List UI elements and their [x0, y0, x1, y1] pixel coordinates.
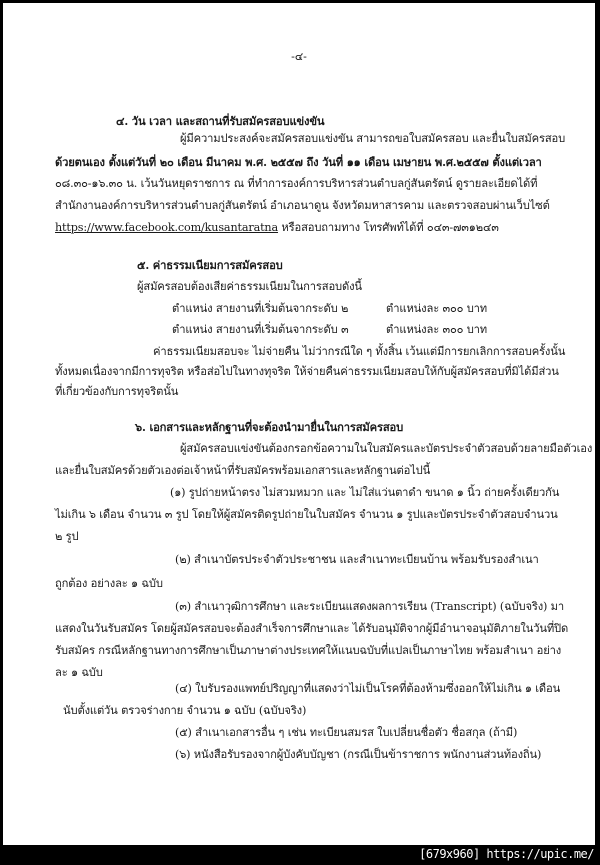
fee-row-1-amount: ตำแหน่งละ ๓๐๐ บาท — [386, 302, 488, 315]
section-5-intro: ผู้สมัครสอบต้องเสียค่าธรรมเนียมในการสอบดังนี้ — [137, 280, 362, 293]
doc-item-3-line-2: แสดงในวันรับสมัคร โดยผู้สมัครสอบจะต้องสำเร็จการศึกษาและ ได้รับอนุมัติจากผู้มีอำนาจอนุมัติภายในวันที่ปิด — [55, 622, 569, 635]
section-4-line-5 — [55, 221, 499, 235]
section-4-line-1: ผู้มีความประสงค์จะสมัครสอบแข่งขัน สามารถขอใบสมัครสอบ และยื่นใบสมัครสอบ — [180, 132, 566, 145]
doc-item-2-line-2: ถูกต้อง อย่างละ ๑ ฉบับ — [55, 577, 163, 590]
page-number: -๔- — [291, 50, 307, 63]
section-4-line-2: ด้วยตนเอง ตั้งแต่วันที่ ๒๐ เดือน มีนาคม พ.ศ. ๒๕๕๗ ถึง วันที่ ๑๑ เดือน เมษายน พ.ศ.๒๕๕๗ ตั้งแต่เวลา — [55, 155, 542, 169]
facebook-link[interactable]: https://www.facebook.com/kusantaratna — [55, 221, 279, 234]
section-6-intro-1: ผู้สมัครสอบแข่งขันต้องกรอกข้อความในใบสมัครและบัตรประจำตัวสอบด้วยลายมือตัวเอง — [180, 442, 593, 455]
section-6-intro-2: และยื่นใบสมัครด้วยตัวเองต่อเจ้าหน้าที่รับสมัครพร้อมเอกสารและหลักฐานต่อไปนี้ — [55, 464, 431, 477]
doc-item-3-line-3: รับสมัคร กรณีหลักฐานทางการศึกษาเป็นภาษาต่างประเทศให้แนบฉบับที่แปลเป็นภาษาไทย พร้อมสำเนา อย่าง — [55, 644, 562, 657]
document-page — [3, 3, 595, 845]
doc-item-4-line-2: นับตั้งแต่วัน ตรวจร่างกาย จำนวน ๑ ฉบับ (ฉบับจริง) — [63, 704, 307, 717]
section-4-line-3: ๐๘.๓๐-๑๖.๓๐ น. เว้นวันหยุดราชการ ณ ที่ทำการองค์การบริหารส่วนตำบลกู่สันตรัตน์ ดูรายละเอียดได้ที่ — [55, 177, 538, 190]
doc-item-1-line-1: (๑) รูปถ่ายหน้าตรง ไม่สวมหมวก และ ไม่ใส่แว่นตาดำ ขนาด ๑ นิ้ว ถ่ายครั้งเดียวกัน — [170, 486, 560, 499]
section-5-note-1: ค่าธรรมเนียมสอบจะ ไม่จ่ายคืน ไม่ว่ากรณีใด ๆ ทั้งสิ้น เว้นแต่มีการยกเลิกการสอบครั้งนั้น — [153, 345, 566, 358]
doc-item-4-line-1: (๔) ใบรับรองแพทย์ปริญญาที่แสดงว่าไม่เป็นโรคที่ต้องห้ามซึ่งออกให้ไม่เกิน ๑ เดือน — [175, 682, 561, 695]
fee-row-2-amount: ตำแหน่งละ ๓๐๐ บาท — [386, 323, 488, 336]
section-4-heading: ๔. วัน เวลา และสถานที่รับสมัครสอบแข่งขัน — [116, 114, 325, 128]
doc-item-5-line-1: (๕) สำเนาเอกสารอื่น ๆ เช่น ทะเบียนสมรส ใบเปลี่ยนชื่อตัว ชื่อสกุล (ถ้ามี) — [175, 726, 518, 739]
section-5-heading: ๕. ค่าธรรมเนียมการสมัครสอบ — [137, 258, 283, 272]
doc-item-3-line-1: (๓) สำเนาวุฒิการศึกษา และระเบียนแสดงผลการเรียน (Transcript) (ฉบับจริง) มา — [175, 600, 564, 613]
fee-row-1-position: ตำแหน่ง สายงานที่เริ่มต้นจากระดับ ๒ — [172, 302, 349, 315]
doc-item-6-line-1: (๖) หนังสือรับรองจากผู้บังคับบัญชา (กรณีเป็นข้าราชการ พนักงานส่วนท้องถิ่น) — [175, 748, 542, 761]
doc-item-1-line-2: ไม่เกิน ๖ เดือน จำนวน ๓ รูป โดยให้ผู้สมัครติดรูปถ่ายในใบสมัคร จำนวน ๑ รูปและบัตรประจำตัวสอบจำนวน — [55, 508, 558, 521]
section-6-heading: ๖. เอกสารและหลักฐานที่จะต้องนำมายื่นในการสมัครสอบ — [135, 420, 404, 434]
doc-item-1-line-3: ๒ รูป — [55, 530, 79, 543]
doc-item-3-line-4: ละ ๑ ฉบับ — [55, 666, 103, 679]
section-4-line-4: สำนักงานองค์การบริหารส่วนตำบลกู่สันตรัตน์ อำเภอนาดูน จังหวัดมหาสารคาม และตรวจสอบผ่านเว็บไซต์ — [55, 199, 550, 212]
watermark-text: [679x960] https://upic.me/ — [419, 847, 594, 861]
section-5-note-2: ทั้งหมดเนื่องจากมีการทุจริต หรือส่อไปในทางทุจริต ให้จ่ายคืนค่าธรรมเนียมสอบให้กับผู้สมัครสอบที่มิได้มีส่วน — [55, 365, 559, 378]
section-5-note-3: ที่เกี่ยวข้องกับการทุจริตนั้น — [55, 385, 179, 398]
doc-item-2-line-1: (๒) สำเนาบัตรประจำตัวประชาชน และสำเนาทะเบียนบ้าน พร้อมรับรองสำเนา — [175, 553, 539, 566]
watermark-bar — [0, 845, 600, 865]
contact-phone-text: หรือสอบถามทาง โทรศัพท์ได้ที่ ๐๔๓-๗๓๑๒๔๓ — [281, 221, 499, 234]
fee-row-2-position: ตำแหน่ง สายงานที่เริ่มต้นจากระดับ ๓ — [172, 323, 349, 336]
